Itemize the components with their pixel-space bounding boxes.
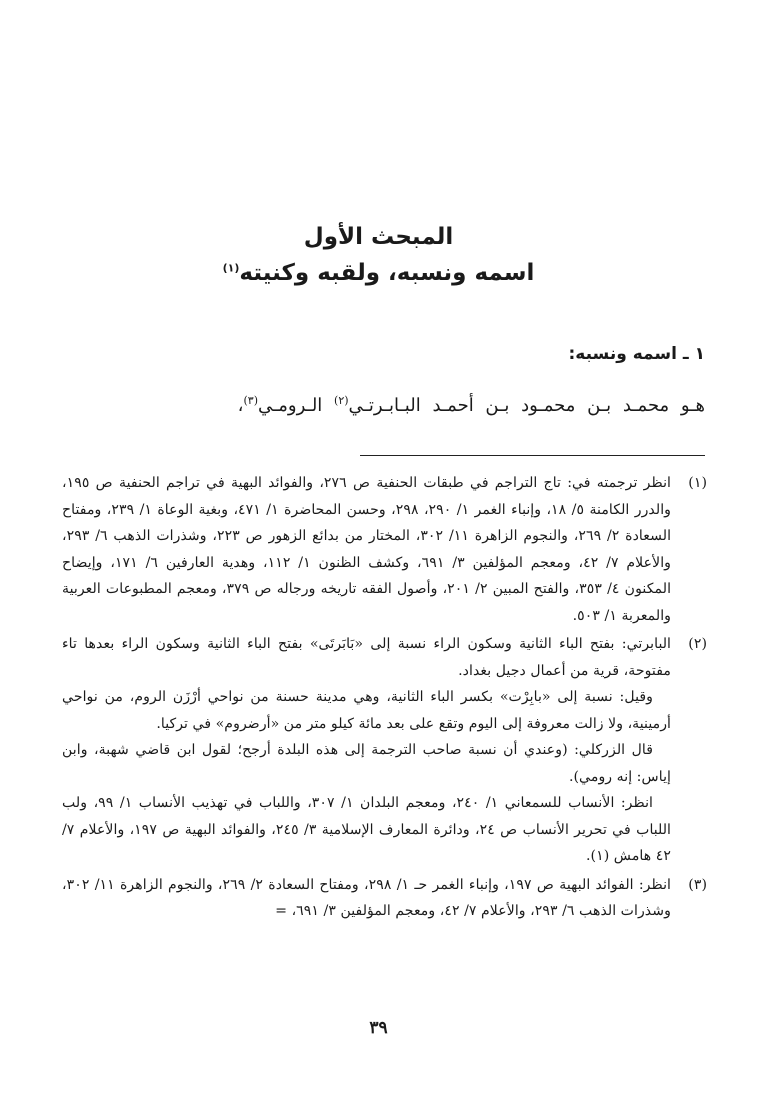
footnotes (62, 470, 707, 925)
footnote-separator (360, 455, 705, 456)
footnote-paragraph: البابرتي: بفتح الباء الثانية وسكون الراء نسبة إلى «بَابَرتَى» بفتح الباء الثانية وسكون الراء بعدها تاء مفتوحة، قرية من أعمال دجيل بغداد. (62, 636, 671, 679)
footnote-ref-1[interactable]: (١) (222, 261, 240, 275)
footnote-ref-2[interactable]: (٢) (334, 394, 349, 407)
body-text-part3: ، (237, 395, 244, 416)
footnote-paragraph: انظر ترجمته في: تاج التراجم في طبقات الحنفية ص ٢٧٦، والفوائد البهية في تراجم الحنفية ص ١٩٥، والدرر الكامنة ٥/ ١٨، وإنباء الغمر ١/ ٢٩٠، ٢٩٨، وحسن المحاضرة ١/ ٤٧١، وبغية الوعاة ١/ ٢٣٩، ومفتاح السعادة ٢/ ٢٦٩، والنجوم الزاهرة ١١/ ٣٠٢، المختار من بدائع الزهور ص ٢٢٣، وشذرات الذهب ٦/ ٢٩٣، والأعلام ٧/ ٤٢، ومعجم المؤلفين ٣/ ٦٩١، وكشف الظنون ١/ ١١٢، وهدية العارفين ٦/ ١٧١، وإيضاح المكنون ٤/ ٣٥٣، والفتح المبين ٢/ ٢٠١، وأصول الفقه تاريخه ورجاله ص ٣٧٩، ومعجم المطبوعات العربية والمعربة ١/ ٥٠٣. (62, 475, 672, 624)
body-text-part2: الـرومـي (258, 395, 335, 416)
footnote-paragraph: انظر: الأنساب للسمعاني ١/ ٢٤٠، ومعجم البلدان ١/ ٣٠٧، واللباب في تهذيب الأنساب ١/ ٩٩، ولب اللباب في تحرير الأنساب ص ٢٤، ودائرة المعارف الإسلامية ٣/ ٢٤٥، والفوائد البهية ص ١٩٧، والأعلام ٧/ ٤٢ هامش (١). (62, 795, 672, 864)
footnote-number: (٢) (688, 636, 707, 652)
footnote-paragraph: قال الزركلي: (وعندي أن نسبة صاحب الترجمة إلى هذه البلدة أرجح؛ لقول ابن قاضي شهبة، وابن إياس: إنه رومي). (62, 742, 671, 785)
body-text (80, 392, 705, 420)
footnote-ref-3[interactable]: (٣) (243, 394, 258, 407)
footnote-paragraph: وقيل: نسبة إلى «بابِرْت» بكسر الباء الثانية، وهي مدينة حسنة من نواحي أرْزَن الروم، من نواحي أرمينية، ولا زالت معروفة إلى اليوم وتقع على بعد مائة كيلو متر من «أرضروم» في تركيا. (62, 689, 671, 732)
footnote-number: (١) (688, 475, 707, 491)
footnote-2 (62, 631, 707, 870)
footnote-paragraph: انظر: الفوائد البهية ص ١٩٧، وإنباء الغمر حـ ١/ ٢٩٨، ومفتاح السعادة ٢/ ٢٦٩، والنجوم الزاهرة ١١/ ٣٠٢، وشذرات الذهب ٦/ ٢٩٣، والأعلام ٧/ ٤٢، ومعجم المؤلفين ٣/ ٦٩١، = (62, 876, 671, 919)
footnote-1 (62, 470, 707, 629)
footnote-number: (٣) (688, 876, 707, 893)
page-number: ٣٩ (369, 1018, 388, 1038)
footnote-3 (62, 872, 707, 925)
chapter-subtitle (0, 258, 757, 288)
body-text-part1: هـو محمـد بـن محمـود بـن أحمـد البـابـرتـي (348, 395, 705, 416)
chapter-title: المبحث الأول (303, 224, 454, 250)
section-heading: ١ ـ اسمه ونسبه: (568, 344, 705, 364)
chapter-subtitle-text: اسمه ونسبه، ولقبه وكنيته (239, 260, 535, 286)
